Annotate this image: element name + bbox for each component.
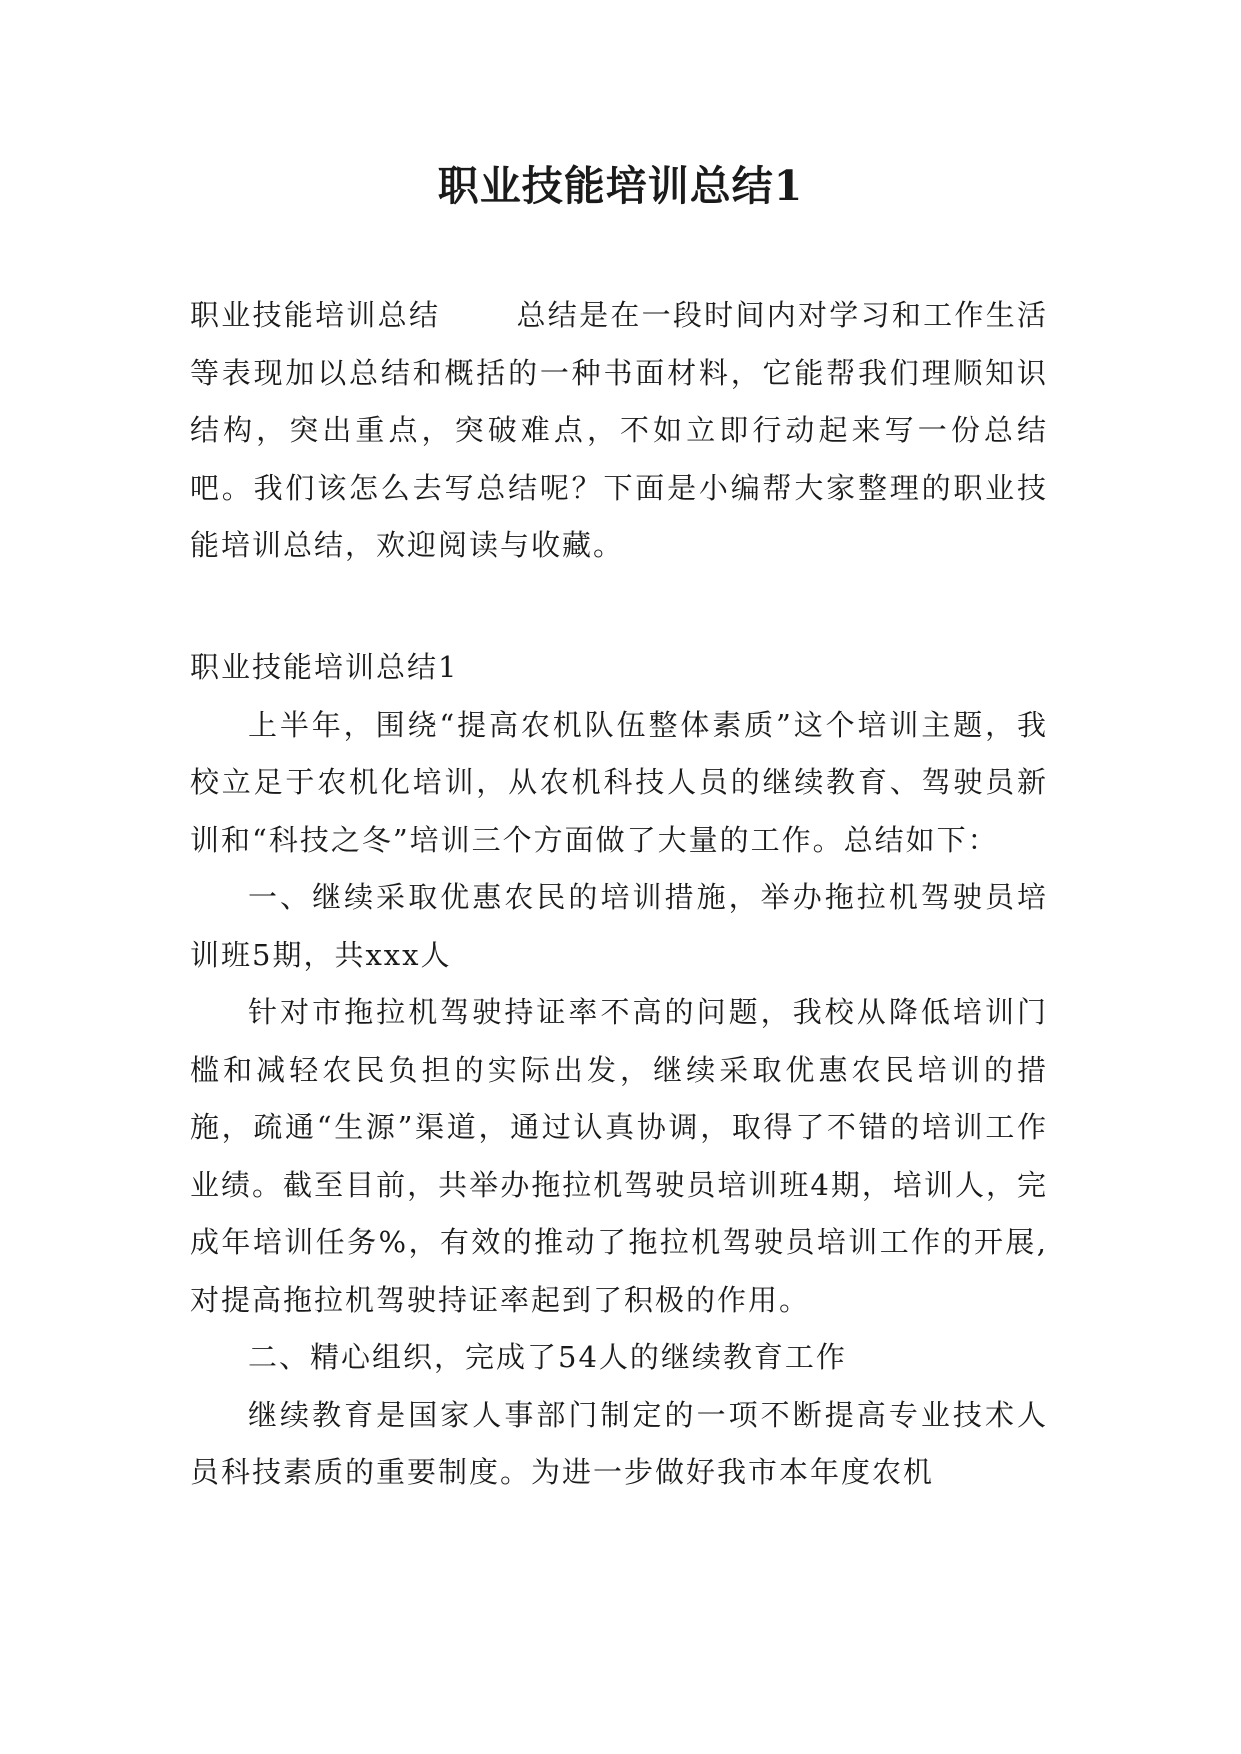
intro-text: 总结是在一段时间内对学习和工作生活等表现加以总结和概括的一种书面材料，它能帮我们理顺知识结构，突出重点，突破难点，不如立即行动起来写一份总结吧。我们该怎么去写总结呢？下面是小编帮大家整理的职业技能培训总结，欢迎阅读与收藏。 — [190, 298, 1048, 562]
intro-paragraph — [190, 287, 1048, 575]
body-paragraph: 继续教育是国家人事部门制定的一项不断提高专业技术人员科技素质的重要制度。为进一步做好我市本年度农机 — [190, 1397, 1048, 1489]
body-paragraph: 二、精心组织，完成了54人的继续教育工作 — [248, 1340, 847, 1374]
document-body — [190, 639, 1048, 1502]
body-paragraph: 上半年，围绕“提高农机队伍整体素质”这个培训主题，我校立足于农机化培训，从农机科技人员的继续教育、驾驶员新训和“科技之冬”培训三个方面做了大量的工作。总结如下： — [190, 707, 1048, 857]
body-paragraph: 一、继续采取优惠农民的培训措施，举办拖拉机驾驶员培训班5期，共xxx人 — [190, 880, 1048, 972]
intro-heading: 职业技能培训总结 — [190, 298, 441, 332]
document-title: 职业技能培训总结1 — [437, 162, 804, 210]
intro-block — [190, 287, 1048, 575]
body-paragraph: 针对市拖拉机驾驶持证率不高的问题，我校从降低培训门槛和减轻农民负担的实际出发，继续采取优惠农民培训的措施，疏通“生源”渠道，通过认真协调，取得了不错的培训工作业绩。截至目前，共举办拖拉机驾驶员培训班4期，培训人，完成年培训任务%，有效的推动了拖拉机驾驶员培训工作的开展,对提高拖拉机驾驶持证率起到了积极的作用。 — [190, 995, 1048, 1317]
section-heading: 职业技能培训总结1 — [190, 650, 459, 684]
